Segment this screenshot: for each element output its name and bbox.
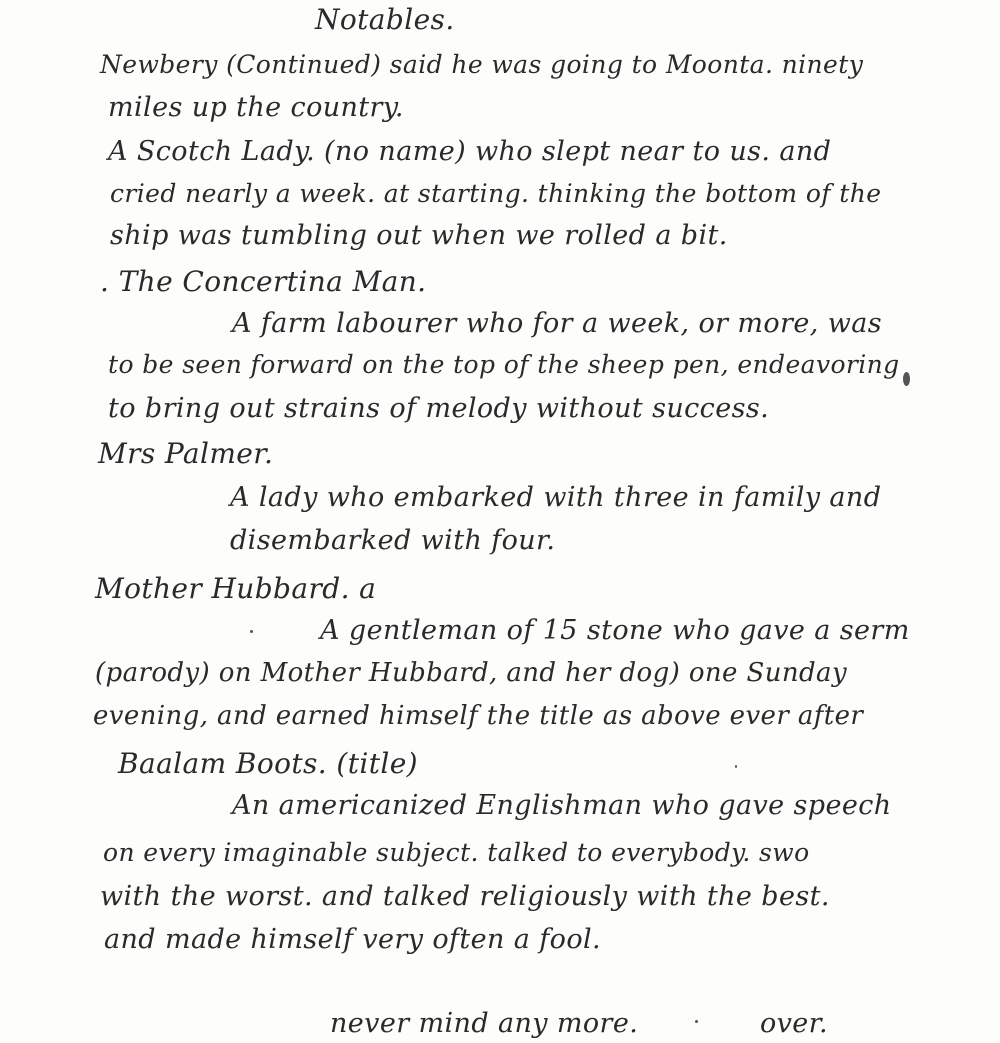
- text-line: ship was tumbling out when we rolled a bit.: [110, 220, 728, 251]
- text-line: miles up the country.: [108, 92, 404, 123]
- text-line: and made himself very often a fool.: [104, 924, 601, 955]
- footer-over: over.: [760, 1008, 829, 1039]
- ink-dot: [250, 630, 253, 633]
- text-line: A gentleman of 15 stone who gave a serm: [320, 615, 910, 646]
- text-line: Newbery (Continued) said he was going to Moonta. ninety: [100, 50, 864, 79]
- text-line: A farm labourer who for a week, or more, was: [232, 308, 882, 339]
- ink-blot: [903, 372, 910, 386]
- text-line: to be seen forward on the top of the sheep pen, endeavoring: [108, 350, 900, 379]
- section-heading-mother-hubbard: Mother Hubbard. a: [95, 572, 377, 605]
- text-line: cried nearly a week. at starting. thinking the bottom of the: [110, 179, 882, 208]
- ink-dot: [695, 1020, 698, 1023]
- text-line: evening, and earned himself the title as above ever after: [93, 701, 864, 731]
- text-line: to bring out strains of melody without success.: [108, 393, 770, 424]
- text-line: with the worst. and talked religiously with the best.: [100, 881, 830, 912]
- text-line: (parody) on Mother Hubbard, and her dog) one Sunday: [95, 658, 848, 688]
- section-heading-mrs-palmer: Mrs Palmer.: [98, 437, 274, 470]
- page-title: Notables.: [315, 3, 455, 36]
- section-heading-baalam-boots: Baalam Boots. (title): [118, 747, 419, 780]
- ink-dot: [735, 765, 737, 768]
- text-line: A Scotch Lady. (no name) who slept near to us. and: [108, 136, 832, 167]
- text-line: An americanized Englishman who gave speech: [232, 790, 892, 821]
- text-line: A lady who embarked with three in family and: [230, 482, 882, 513]
- text-line: on every imaginable subject. talked to everybody. swo: [103, 838, 810, 867]
- text-line: disembarked with four.: [230, 525, 556, 556]
- section-heading-concertina-man: . The Concertina Man.: [100, 265, 427, 298]
- footer-note: never mind any more.: [330, 1008, 639, 1039]
